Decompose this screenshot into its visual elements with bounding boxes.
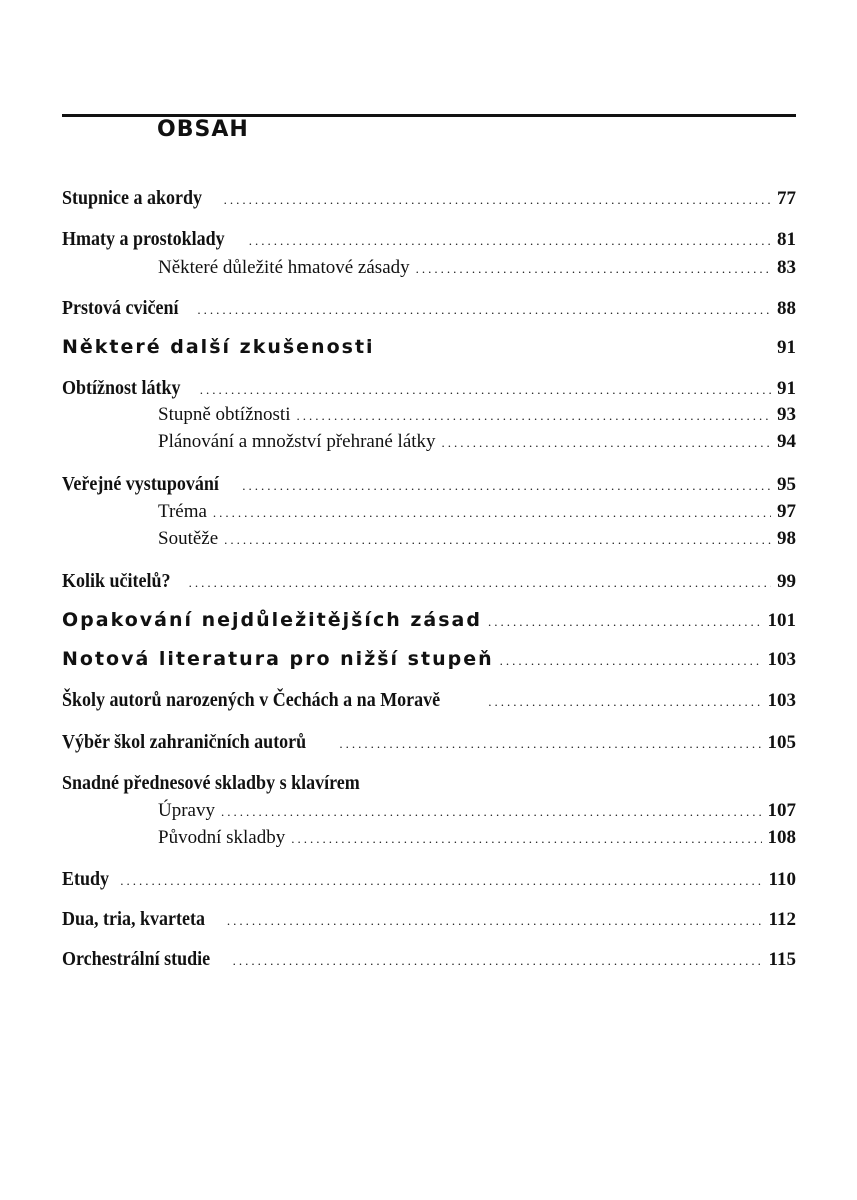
toc-entry-label: Školy autorů narozených v Čechách a na Moravě	[62, 689, 441, 711]
toc-entry-label: Hmaty a prostoklady	[62, 228, 225, 250]
toc-entry-page: 83	[777, 257, 796, 278]
leader-dots	[296, 408, 771, 424]
toc-entry-label: Původní skladby	[158, 827, 286, 848]
leader-dots	[500, 653, 762, 669]
toc-subentry[interactable]	[62, 528, 796, 550]
toc-entry[interactable]	[62, 948, 796, 971]
toc-section[interactable]	[62, 336, 796, 359]
leader-dots	[213, 505, 771, 521]
toc-entry[interactable]	[62, 473, 796, 496]
toc-entry[interactable]	[62, 377, 796, 400]
leader-dots	[339, 736, 761, 752]
toc-entry-page: 99	[777, 571, 796, 592]
toc-entry-page: 91	[777, 337, 796, 358]
toc-subentry[interactable]	[62, 257, 796, 279]
toc-entry-page: 115	[768, 949, 796, 970]
toc-entry-page: 98	[777, 528, 796, 549]
leader-dots	[189, 575, 771, 591]
toc-entry-page: 108	[767, 827, 796, 848]
toc-entry-page: 105	[767, 732, 796, 753]
toc-entry-label: Kolik učitelů?	[62, 570, 171, 592]
leader-dots	[233, 953, 763, 969]
toc-entry-label: Veřejné vystupování	[62, 473, 219, 495]
leader-dots	[120, 873, 762, 889]
toc-section[interactable]	[62, 609, 796, 632]
toc-entry[interactable]	[62, 187, 796, 210]
leader-dots	[227, 913, 763, 929]
toc-entry-label: Prstová cvičení	[62, 297, 179, 319]
toc-entry-label: Stupně obtížnosti	[158, 404, 291, 425]
toc-entry-page: 107	[767, 800, 796, 821]
toc-subentry[interactable]	[62, 404, 796, 426]
leader-dots	[488, 694, 761, 710]
toc-entry-label: Některé důležité hmatové zásady	[158, 257, 410, 278]
toc-entry-label: Úpravy	[158, 800, 215, 821]
leader-dots	[416, 261, 771, 277]
toc-entry-label: Výběr škol zahraničních autorů	[62, 731, 307, 753]
toc-entry-label: Stupnice a akordy	[62, 187, 203, 209]
leader-dots	[197, 302, 771, 318]
toc-entry-page: 91	[777, 378, 796, 399]
toc-subentry[interactable]	[62, 501, 796, 523]
toc-subentry[interactable]	[62, 827, 796, 849]
toc-entry[interactable]	[62, 731, 796, 754]
toc-entry-label: Plánování a množství přehrané látky	[158, 431, 436, 452]
toc-entry-page: 93	[777, 404, 796, 425]
leader-dots	[291, 831, 761, 847]
leader-dots	[442, 435, 771, 451]
toc-entry-page: 110	[768, 869, 796, 890]
toc-entry-label: Soutěže	[158, 528, 219, 549]
toc-entry[interactable]	[62, 570, 796, 593]
toc-entry-label: Snadné přednesové skladby s klavírem	[62, 772, 360, 794]
toc-subentry[interactable]	[62, 800, 796, 822]
toc-entry-label: Etudy	[62, 868, 110, 890]
leader-dots	[224, 532, 771, 548]
toc-entry-page: 103	[767, 649, 796, 670]
toc-entry[interactable]	[62, 772, 796, 795]
toc-subentry[interactable]	[62, 431, 796, 453]
toc-entry[interactable]	[62, 908, 796, 931]
toc-entry[interactable]	[62, 689, 796, 712]
toc-entry-page: 95	[777, 474, 796, 495]
toc-entry-page: 103	[767, 690, 796, 711]
toc-entry-page: 94	[777, 431, 796, 452]
toc-entry[interactable]	[62, 868, 796, 891]
toc-entry-label: Tréma	[158, 501, 207, 522]
toc-section-label: Opakování nejdůležitějších zásad	[62, 609, 482, 631]
leader-dots	[242, 478, 771, 494]
toc-section-label: Notová literatura pro nižší stupeň	[62, 648, 494, 670]
toc-entry-label: Dua, tria, kvarteta	[62, 908, 205, 930]
toc-entry-page: 112	[768, 909, 796, 930]
leader-dots	[200, 382, 771, 398]
toc-entry[interactable]	[62, 228, 796, 251]
toc-entry-page: 97	[777, 501, 796, 522]
page-title: OBSAH	[157, 117, 249, 142]
leader-dots	[221, 804, 762, 820]
toc-section-label: Některé další zkušenosti	[62, 336, 375, 358]
toc-entry-page: 81	[777, 229, 796, 250]
leader-dots	[249, 233, 771, 249]
toc-entry-page: 77	[777, 188, 796, 209]
toc-entry-label: Obtížnost látky	[62, 377, 181, 399]
toc-entry[interactable]	[62, 297, 796, 320]
leader-dots	[488, 614, 762, 630]
toc-entry-page: 88	[777, 298, 796, 319]
toc-entry-label: Orchestrální studie	[62, 948, 211, 970]
toc-entry-page: 101	[767, 610, 796, 631]
toc-section[interactable]	[62, 648, 796, 671]
leader-dots	[224, 192, 771, 208]
